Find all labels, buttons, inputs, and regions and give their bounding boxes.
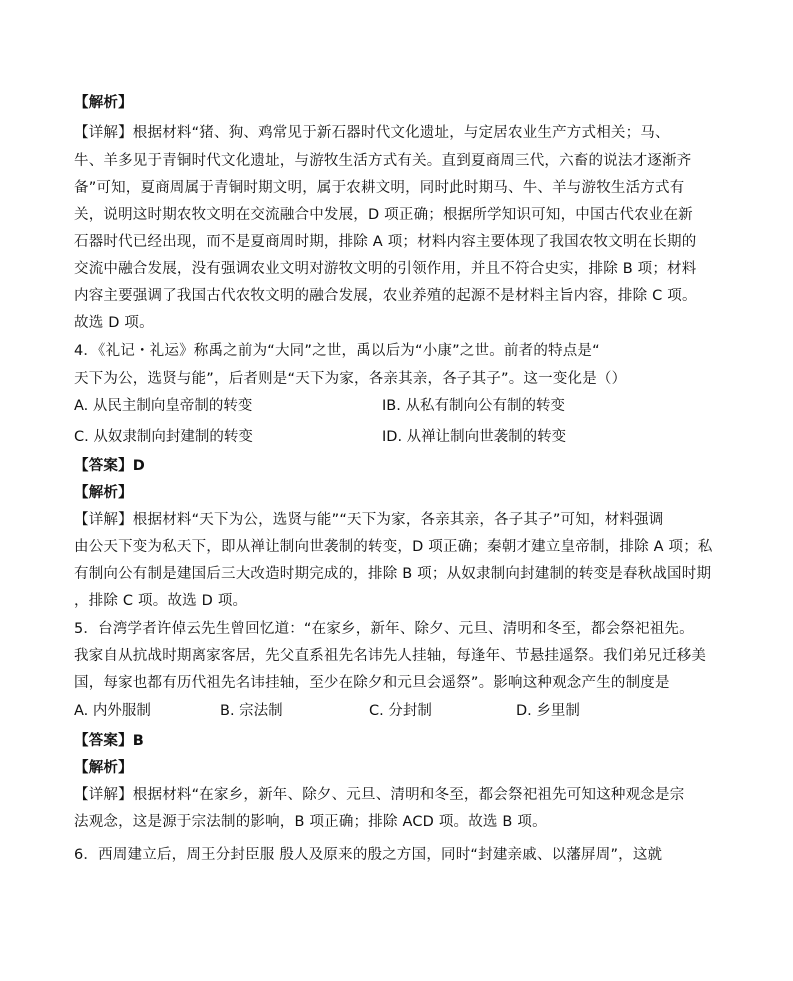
question-5-option-d: D. 乡里制 <box>516 703 580 719</box>
question-4-option-d: ID. 从禅让制向世袭制的转变 <box>382 429 567 445</box>
question-4-option-a: A. 从民主制向皇帝制的转变 <box>74 398 253 414</box>
question-5-option-a: A. 内外服制 <box>74 703 151 719</box>
question-5-analysis-heading: 【解析】 <box>74 760 133 776</box>
detail-line: 牛、羊多见于青铜时代文化遗址，与游牧生活方式有关。直到夏商周三代，六畜的说法才逐渐齐 <box>74 153 692 169</box>
question-4-answer: 【答案】D <box>74 458 146 474</box>
detail-line: 有制向公有制是建国后三大改造时期完成的，排除 B 项；从奴隶制向封建制的转变是春秋战国时期 <box>74 566 712 582</box>
detail-line: 【详解】根据材料“在家乡，新年、除夕、元旦、清明和冬至，都会祭祀祖先可知这种观念是宗 <box>74 787 685 803</box>
question-4-option-c: C. 从奴隶制向封建制的转变 <box>74 429 253 445</box>
detail-line: 法观念，这是源于宗法制的影响，B 项正确；排除 ACD 项。故选 B 项。 <box>74 814 547 830</box>
detail-line: 石器时代已经出现，而不是夏商周时期，排除 A 项；材料内容主要体现了我国农牧文明在长期的 <box>74 234 697 250</box>
question-6-stem: 6．西周建立后，周王分封臣服 殷人及原来的殷之方国，同时“封建亲戚、以藩屏周”，这就 <box>74 847 663 863</box>
question-4-stem: 天下为公，选贤与能”，后者则是“天下为家，各亲其亲，各子其子”。这一变化是（） <box>74 371 627 387</box>
detail-line: 由公天下变为私天下，即从禅让制向世袭制的转变，D 项正确；秦朝才建立皇帝制，排除 A 项；私 <box>74 539 713 555</box>
question-5-option-c: C. 分封制 <box>369 703 432 719</box>
detail-line: 内容主要强调了我国古代农牧文明的融合发展，农业养殖的起源不是材料主旨内容，排除 C 项。 <box>74 288 697 304</box>
question-4-analysis-heading: 【解析】 <box>74 485 133 501</box>
detail-line: ，排除 C 项。故选 D 项。 <box>74 593 248 609</box>
detail-line: 交流中融合发展，没有强调农业文明对游牧文明的引领作用，并且不符合史实，排除 B 项；材料 <box>74 261 697 277</box>
detail-line: 故选 D 项。 <box>74 315 154 331</box>
detail-line: 关，说明这时期农牧文明在交流融合中发展，D 项正确；根据所学知识可知，中国古代农业在新 <box>74 207 693 223</box>
detail-line: 【详解】根据材料“猪、狗、鸡常见于新石器时代文化遗址，与定居农业生产方式相关；马、 <box>74 125 670 141</box>
question-5-stem: 我家自从抗战时期离家客居，先父直系祖先名讳先人挂轴，每逢年、节悬挂遥祭。我们弟兄迁移美 <box>74 648 707 664</box>
question-5-stem: 5．台湾学者许倬云先生曾回忆道：“在家乡，新年、除夕、元旦、清明和冬至，都会祭祀祖先。 <box>74 621 694 637</box>
detail-line: 【详解】根据材料“天下为公，选贤与能”“天下为家，各亲其亲，各子其子”可知，材料强调 <box>74 512 664 528</box>
analysis-heading: 【解析】 <box>74 95 133 111</box>
question-5-stem: 国，每家也都有历代祖先名讳挂轴，至少在除夕和元旦会遥祭”。影响这种观念产生的制度是 <box>74 675 670 691</box>
detail-line: 备”可知，夏商周属于青铜时期文明，属于农耕文明，同时此时期马、牛、羊与游牧生活方式有 <box>74 180 685 196</box>
question-4-option-b: IB. 从私有制向公有制的转变 <box>382 398 565 414</box>
question-4-stem: 4．《礼记・礼运》称禹之前为“大同”之世，禹以后为“小康”之世。前者的特点是“ <box>74 343 600 359</box>
question-5-answer: 【答案】B <box>74 733 145 749</box>
question-5-option-b: B. 宗法制 <box>220 703 283 719</box>
